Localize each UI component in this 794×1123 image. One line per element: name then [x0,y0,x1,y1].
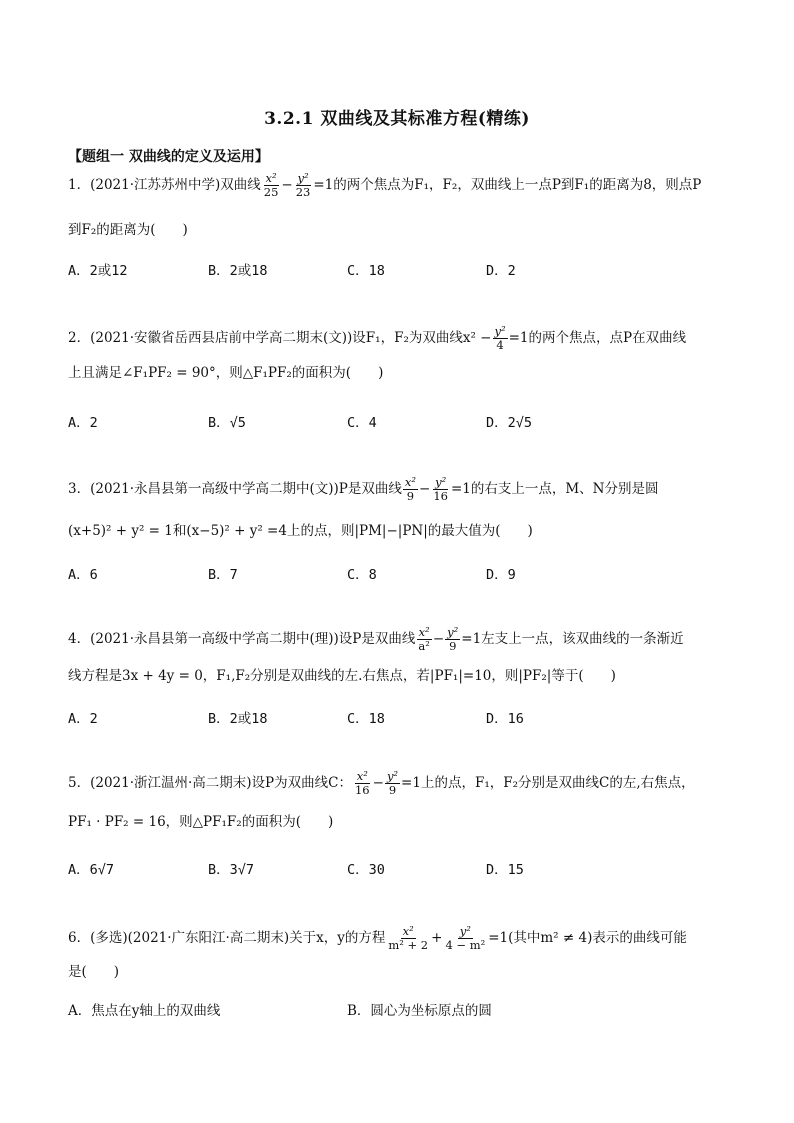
question-5-line-1: 5．(2021·浙江温州·高二期末)设P为双曲线C： $\frac{\text{x²}}{16}$ − $\frac{\text{y²}}{9}$ =1上的点，F₁，F₂分别是双曲线C的左,右焦点， [68,769,695,797]
fraction: $\frac{\text{x²}}{\text{m² + 2}}$ [388,924,429,952]
q6-option-b: B．圆心为坐标原点的圆 [347,1003,492,1019]
q3-option-d: D．9 [486,567,516,583]
q5-option-c: C．30 [347,862,385,878]
q3-option-a: A．6 [68,567,98,583]
q6-option-a: A．焦点在y轴上的双曲线 [68,1003,221,1019]
question-4-line-1: 4．(2021·永昌县第一高级中学高二期中(理))设P是双曲线 $\frac{\text{x²}}{\text{a²}}$ − $\frac{\text{y²}}{9}$ =1左支上一点，该双曲线的一条渐近 [68,625,684,653]
fraction: $\frac{\text{y²}}{16}$ [433,475,448,503]
q5-option-b: B．3√7 [208,862,255,878]
q1-option-d: D．2 [486,263,516,279]
question-1-line-1: 1．(2021·江苏苏州中学)双曲线 $\frac{\text{x²}}{25}$ − $\frac{\text{y²}}{23}$ =1的两个焦点为F₁，F₂，双曲线上一点P到F₁的距离为8，则点P [68,171,702,199]
fraction: $\frac{\text{x²}}{9}$ [404,475,416,503]
question-6-line-2: 是( ) [68,964,120,980]
question-1-text-cont: =1的两个焦点为F₁，F₂，双曲线上一点P到F₁的距离为8，则点P [313,177,702,193]
fraction: $\frac{\text{y²}}{9}$ [386,769,399,797]
question-6-line-1: 6．(多选)(2021·广东阳江·高二期末)关于x，y的方程 $\frac{\text{x²}}{\text{m² + 2}}$ + $\frac{\text{y²}}{\text{4 − m²}}$ =1(其中m² ≠ 4)表示的曲线可能 [68,924,687,952]
q2-option-a: A．2 [68,415,98,431]
section-heading: 【题组一 双曲线的定义及运用】 [68,149,269,165]
fraction: $\frac{\text{x²}}{\text{a²}}$ [418,625,430,653]
question-4-line-2: 线方程是3x + 4y = 0，F₁,F₂分别是双曲线的左.右焦点，若|PF₁|=10，则|PF₂|等于( ) [68,668,616,684]
q1-option-b: B．2或18 [208,263,268,279]
q5-option-a: A．6√7 [68,862,115,878]
question-1-line-2: 到F₂的距离为( ) [68,222,188,238]
q1-option-a: A．2或12 [68,263,128,279]
question-3-line-1: 3．(2021·永昌县第一高级中学高二期中(文))P是双曲线 $\frac{\text{x²}}{9}$ − $\frac{\text{y²}}{16}$ =1的右支上一点，M、N分别是圆 [68,475,659,503]
fraction: $\frac{\text{y²}}{\text{4 − m²}}$ [445,924,486,952]
question-1-text: 1．(2021·江苏苏州中学)双曲线 [68,177,261,193]
question-3-line-2: (x+5)² + y² = 1和(x−5)² + y² =4上的点，则|PM|−|PN|的最大值为( ) [68,523,533,539]
q4-option-c: C．18 [347,711,385,727]
fraction: $\frac{\text{y²}}{9}$ [447,625,459,653]
q3-option-b: B．7 [208,567,238,583]
fraction: $\frac{\text{x²}}{25}$ [263,171,279,199]
fraction: $\frac{\text{y²}}{4}$ [494,324,506,352]
fraction: $\frac{\text{x²}}{16}$ [354,769,370,797]
question-2-line-2: 上且满足∠F₁PF₂ = 90°，则△F₁PF₂的面积为( ) [68,365,384,381]
q4-option-d: D．16 [486,711,524,727]
q2-option-d: D．2√5 [486,415,533,431]
q5-option-d: D．15 [486,862,524,878]
q1-option-c: C．18 [347,263,385,279]
q2-option-b: B．√5 [208,415,246,431]
q2-option-c: C．4 [347,415,377,431]
question-5-line-2: PF₁ · PF₂ = 16，则△PF₁F₂的面积为( ) [68,814,334,830]
q4-option-b: B．2或18 [208,711,268,727]
q3-option-c: C．8 [347,567,377,583]
question-2-line-1: 2．(2021·安徽省岳西县店前中学高二期末(文))设F₁，F₂为双曲线x² − $\frac{\text{y²}}{4}$ =1的两个焦点，点P在双曲线 [68,324,687,352]
fraction: $\frac{\text{y²}}{23}$ [295,171,311,199]
page-title: 3.2.1 双曲线及其标准方程(精练) [264,109,530,129]
q4-option-a: A．2 [68,711,98,727]
